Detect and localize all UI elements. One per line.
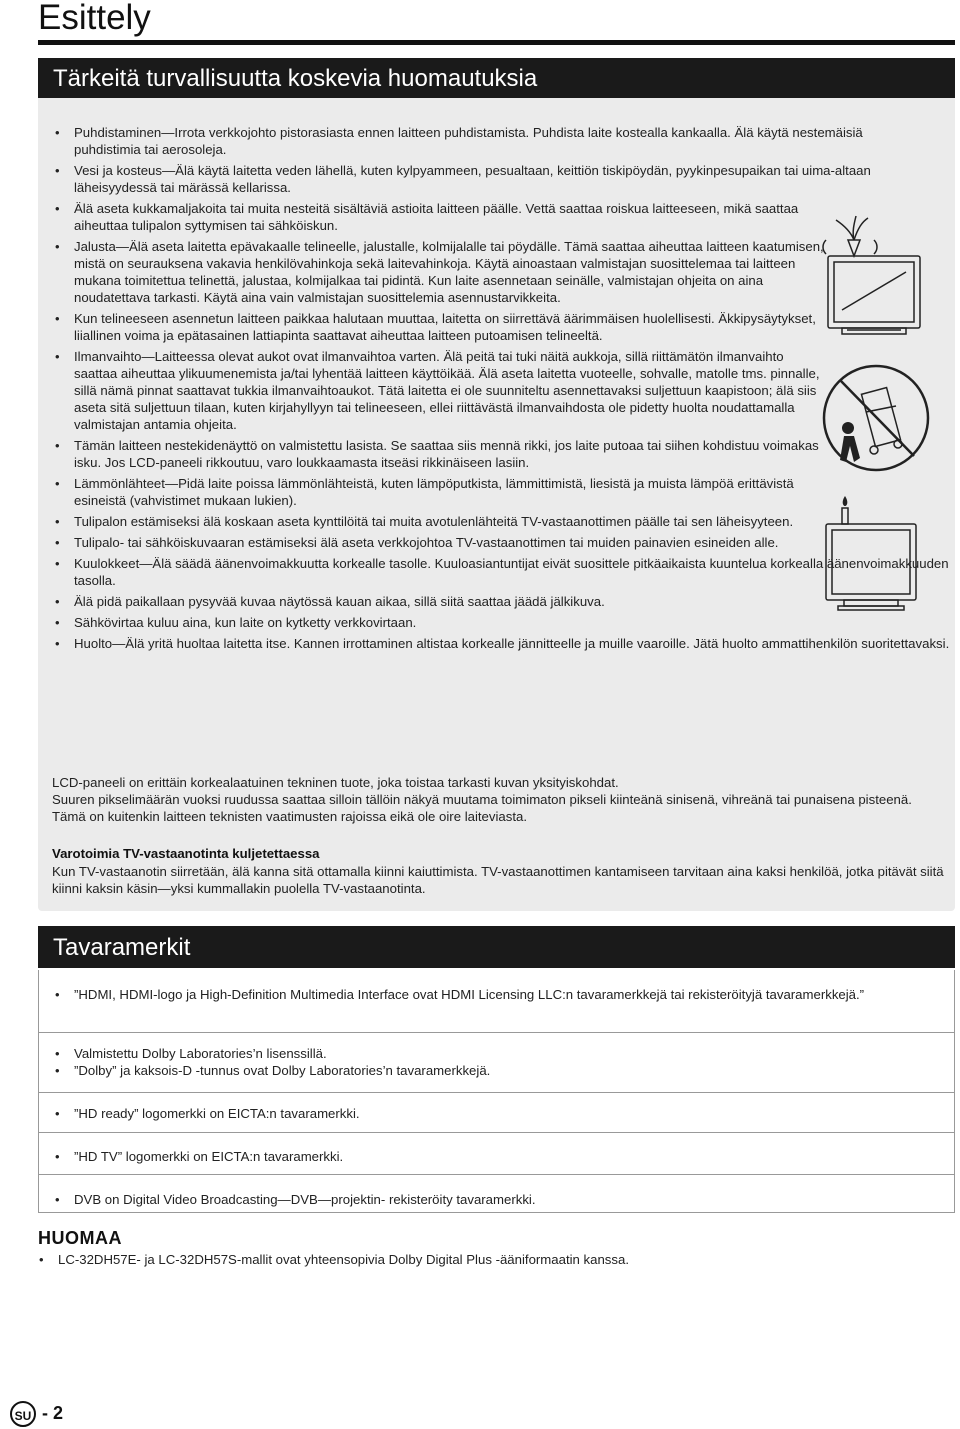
page-number: 2 — [53, 1402, 64, 1423]
trademark-text: • ”HD TV” logomerkki on EICTA:n tavaramerkki. — [38, 1148, 955, 1165]
trademark-divider — [38, 1092, 955, 1093]
trademark-text: • ”Dolby” ja kaksois-D -tunnus ovat Dolby Laboratories’n tavaramerkkejä. — [38, 1062, 955, 1079]
note-item: • LC-32DH57E- ja LC-32DH57S-mallit ovat yhteensopivia Dolby Digital Plus -ääniformaatin kanssa. — [22, 1251, 922, 1268]
safety-item: • Tulipalon estämiseksi älä koskaan aseta kynttilöitä tai muita avotulenlähteitä TV-vastaanottimen päälle tai sen läheisyyteen. — [38, 513, 794, 530]
transport-title: Varotoimia TV-vastaanotinta kuljetettaessa — [52, 846, 320, 861]
title-rule — [38, 40, 955, 45]
safety-item: • Sähkövirtaa kuluu aina, kun laite on kytketty verkkovirtaan. — [38, 614, 954, 631]
trademark-text: • Valmistettu Dolby Laboratories’n lisenssillä. — [38, 1045, 955, 1062]
trademark-dolby — [38, 1045, 955, 1079]
safety-item: • Vesi ja kosteus—Älä käytä laitetta veden lähellä, kuten kylpyammeen, pesualtaan, keittiön tiskipöydän, pyykinpesupaikan tai uima-altaan läheisyydessä tai märässä kellarissa. — [38, 162, 954, 196]
safety-item: • Kuulokkeet—Älä säädä äänenvoimakkuutta korkealle tasolle. Kuuloasiantuntijat eivät suosittele pitkäaikaista kuuntelua korkealla äänenvoimakkuuden tasolla. — [38, 555, 954, 589]
trademark-dvb — [38, 1191, 955, 1208]
note-list — [22, 1251, 922, 1268]
safety-item: • Älä aseta kukkamaljakoita tai muita nesteitä sisältäviä astioita laitteen päälle. Vettä saattaa roiskua laitteeseen, mikä saattaa aiheuttaa tulipalon syttymisen tai sähköiskun. — [38, 200, 824, 234]
page-separator: - — [42, 1402, 48, 1423]
trademarks-heading: Tavaramerkit — [38, 926, 955, 968]
transport-text: Kun TV-vastaanotin siirretään, älä kanna sitä ottamalla kiinni kaiuttimista. TV-vastaanottimen kantamiseen tarvitaan aina kaksi henkilöä, jotka pitävät siitä kiinni kaksin käsin—yksi kummallakin puolella TV-vastaanotinta. — [52, 864, 944, 896]
lcd-paragraph-2: Suuren pikselimäärän vuoksi ruudussa saattaa silloin tällöin näkyä muutama toimimaton pikseli kiinteänä sinisenä, vihreänä tai punaisena pisteenä. Tämä on kuitenkin laitteen teknisten vaatimusten rajoissa eikä ole oire laiteviasta. — [52, 792, 912, 824]
trademark-text: • ”HDMI, HDMI-logo ja High-Definition Multimedia Interface ovat HDMI Licensing LLC:n tavaramerkkejä tai rekisteröityjä tavaramerkkejä.” — [38, 986, 874, 1003]
safety-item: • Kun telineeseen asennetun laitteen paikkaa halutaan muuttaa, laitetta on siirrettävä äärimmäisen huolellisesti. Äkkipysäytykset, liiallinen voima ja epätasainen lattiapinta saattavat aiheuttaa laitteen putoamisen telineeltä. — [38, 310, 824, 344]
lcd-info — [52, 774, 947, 825]
trademark-divider — [38, 1132, 955, 1133]
language-badge: SU — [10, 1401, 36, 1427]
safety-item: • Jalusta—Älä aseta laitetta epävakaalle telineelle, jalustalle, kolmijalalle tai pöydälle. Tämä saattaa aiheuttaa laitteen kaatumisen, mistä on seurauksena vakavia henkilövahinkoja sekä laitevahinkoja. Käytä ainoastaan valmistajan suosittelemaa tai laitteen mukana toimitettua telinettä, jalustaa, kolmijalkaa tai pidintä. Kun laite asennetaan seinälle, valmistajan ohjeita on aina noudatettava tarkasti. Käytä aina vain valmistajan suosittelemia asennustarvikkeita. — [38, 238, 824, 306]
candle-on-tv-illustration — [818, 494, 928, 624]
trademark-divider — [38, 1174, 955, 1175]
trademark-hd-ready — [38, 1105, 955, 1122]
safety-item: • Tämän laitteen nestekidenäyttö on valmistettu lasista. Se saattaa siis mennä rikki, jos laite putoaa tai siihen kohdistuu voimakas isku. Jos LCD-paneeli rikkoutuu, varo loukkaamasta itseäsi rikkinäiseen lasiin. — [38, 437, 824, 471]
safety-item: • Tulipalo- tai sähköiskuvaaran estämiseksi älä aseta verkkojohtoa TV-vastaanottimen tai muiden painavien esineiden alle. — [38, 534, 794, 551]
cart-tip-warning-illustration — [818, 350, 938, 490]
safety-item: • Huolto—Älä yritä huoltaa laitetta itse. Kannen irrottaminen altistaa korkealle jännitteelle ja muille vaaroille. Jätä huolto ammattihenkilön suoritettavaksi. — [38, 635, 954, 652]
trademark-hd-tv — [38, 1148, 955, 1165]
lcd-paragraph-1: LCD-paneeli on erittäin korkealaatuinen tekninen tuote, joka toistaa tarkasti kuvan yksityiskohdat. — [52, 775, 619, 790]
trademark-hdmi — [38, 986, 955, 1003]
safety-item: • Ilmanvaihto—Laitteessa olevat aukot ovat ilmanvaihtoa varten. Älä peitä tai tuki näitä aukkoja, sillä riittämätön ilmanvaihto saattaa aiheuttaa ylikuumenemista ja/tai lyhentää laitteen käyttöikää. Älä aseta laitetta vuoteelle, sohvalle, matolle tms. pinnalle, sillä nämä pinnat saattavat tukkia ilmanvaihtoaukot. Tätä laitetta ei ole suunniteltu asennettavaksi suljettuun kaapistoon; älä siis aseta sitä suljettuun tilaan, kuten kirjahyllyyn tai telineeseen, ellei riittävästä ilmanvaihdosta ole pidetty huolta noudattamalla valmistajan antamia ohjeita. — [38, 348, 824, 433]
safety-heading: Tärkeitä turvallisuutta koskevia huomautuksia — [38, 58, 955, 98]
safety-item: • Älä pidä paikallaan pysyvää kuvaa näytössä kauan aikaa, sillä siitä saattaa jäädä jälkikuva. — [38, 593, 954, 610]
safety-item: • Lämmönlähteet—Pidä laite poissa lämmönlähteistä, kuten lämpöputkista, lämmittimistä, liesistä ja muista lämpöä erittävistä esineistä (vahvistimet mukaan lukien). — [38, 475, 794, 509]
trademark-divider — [38, 1032, 955, 1033]
safety-list — [38, 124, 950, 656]
page-footer — [10, 1401, 63, 1427]
safety-item: • Puhdistaminen—Irrota verkkojohto pistorasiasta ennen laitteen puhdistamista. Puhdista laite kostealla kankaalla. Älä käytä nestemäisiä puhdistimia tai aerosoleja. — [38, 124, 874, 158]
trademark-text: • DVB on Digital Video Broadcasting—DVB—projektin- rekisteröity tavaramerkki. — [38, 1191, 955, 1208]
note-title: HUOMAA — [38, 1228, 122, 1248]
vase-on-tv-illustration — [812, 210, 932, 340]
trademark-text: • ”HD ready” logomerkki on EICTA:n tavaramerkki. — [38, 1105, 955, 1122]
page-title: Esittely — [38, 0, 151, 37]
